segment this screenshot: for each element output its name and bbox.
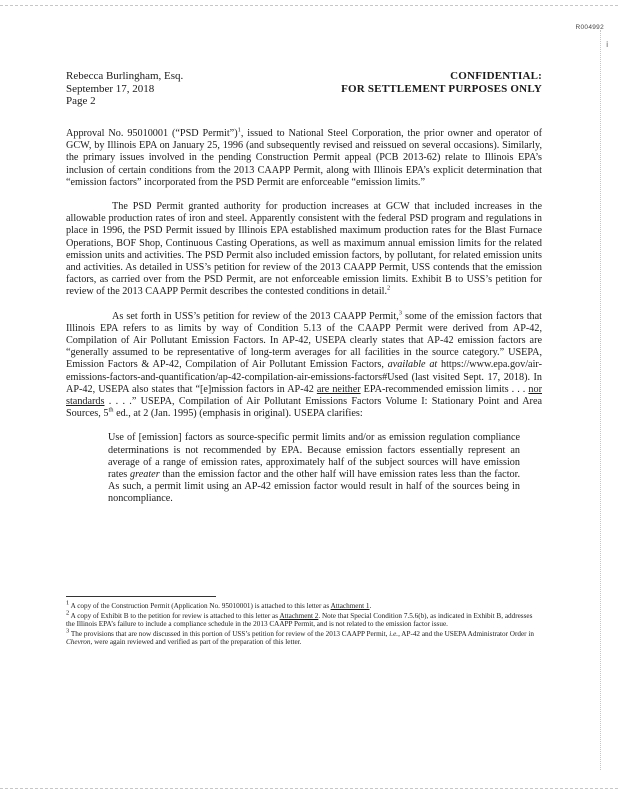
p3-text-a: As set forth in USS’s petition for review of the 2013 CAAPP Permit,: [112, 310, 399, 322]
footnote-1-text-b: .: [369, 602, 372, 610]
quote-text-b: than the emission factor and the other half will have emission rates less than the factor. As such, a permit limit using an AP-42 emission factor would result in half of the sources being in noncompliance.: [108, 469, 520, 505]
p3-emphasis-nor: nor standards: [66, 383, 542, 408]
footnote-3-chevron: Chevron: [66, 638, 91, 647]
footnote-2-number: 2: [66, 609, 70, 617]
margin-mark: i: [606, 40, 608, 49]
paragraph-3: [66, 311, 542, 421]
footnote-separator: [66, 596, 216, 597]
quote-text-a: Use of [emission] factors as source-specific permit limits and/or as emission regulation compliance determinations is not recommended by EPA. Because emission factors essentially represent an average of a range of emission rates, approximately half of the subject sources will have emission rates: [108, 432, 520, 481]
confidential-line-1: CONFIDENTIAL:: [450, 70, 542, 82]
quote-emphasis-greater: greater: [130, 469, 160, 481]
p3-ordinal-th: th: [108, 406, 114, 414]
footnote-3-ie: i.e.: [389, 629, 399, 638]
scan-edge-top: [0, 5, 618, 6]
p3-available-at: available at: [387, 359, 438, 371]
header-left: [66, 70, 183, 108]
attachment-1-reference: Attachment 1: [330, 602, 370, 610]
p3-text-d: EPA-recommended emission limits . . .: [360, 383, 529, 395]
p3-text-b: some of the emission factors that Illinois EPA refers to as limits by way of Condition 5.13 of the CAAPP Permit were derived from AP-42, Compilation of Air Pollutant Emission Factors. In AP-42, USEPA clearly states that AP-42 emission factors are “generally assumed to be representative of long-term averages for all facilities in the source category.” USEPA, Emission Factors & AP-42, Compilation of Air Pollutant Emission Factors,: [66, 310, 542, 371]
footnote-2-text-a: A copy of Exhibit B to the petition for review is attached to this letter as: [69, 611, 280, 620]
confidential-notice: [341, 70, 542, 95]
p3-text-e: . . . .” USEPA, Compilation of Air Pollutant Emissions Factors Volume I: Stationary Point and Area Sources, 5: [66, 396, 542, 420]
attachment-2-reference: Attachment 2: [279, 611, 319, 620]
footnote-ref-3: 3: [398, 309, 402, 317]
recipient-name: Rebecca Burlingham, Esq.: [66, 70, 184, 82]
paragraph-2: [66, 201, 542, 299]
footnote-1-number: 1: [66, 599, 70, 607]
p3-text-f: ed., at 2 (Jan. 1995) (emphasis in original). USEPA clarifies:: [113, 408, 363, 420]
letter-header: [66, 70, 542, 108]
footnote-2: [66, 609, 536, 629]
footnote-3-text-b: , AP-42 and the USEPA Administrator Order in: [398, 629, 534, 638]
footnote-1-text-a: A copy of the Construction Permit (Application No. 95010001) is attached to this letter as: [69, 602, 331, 610]
p1-text-a: Approval No. 95010001 (“PSD Permit”): [66, 128, 238, 139]
letter-date: September 17, 2018: [66, 82, 155, 95]
block-quote: [108, 432, 520, 505]
p3-emphasis-neither: are neither: [316, 383, 361, 395]
footnote-ref-1: 1: [237, 126, 241, 134]
footnote-3-number: 3: [66, 627, 70, 635]
scan-edge-right: [600, 30, 601, 770]
footnote-2-text-b: . Note that Special Condition 7.5.6(b), as indicated in Exhibit B, addresses the Illinois EPA’s failure to include a compliance schedule in the 2013 CAAPP Permit, and is not related to the emission factor issue.: [66, 611, 533, 629]
scan-edge-bottom: [0, 788, 618, 789]
footnote-ref-2: 2: [387, 285, 391, 293]
p2-text: The PSD Permit granted authority for production increases at GCW that included increases in the allowable production rates of iron and steel. Apparently consistent with the federal PSD program and regulations in place in 1996, the PSD Permit issued by Illinois EPA established maximum production rates for the Blast Furnace Operations, BOF Shop, Continuous Casting Operations, as well as maximum annual emission limits for the related emission units and activities. The PSD Permit also included emission factors, by pollutant, for related emission units and activities. As detailed in USS’s petition for review of the 2013 CAAPP Permit, USS contends that the emission factors, as carried over from the PSD Permit, are not enforceable emission limits. Exhibit B to USS’s petition for review of the 2013 CAAPP Permit describes the contested conditions in detail.: [66, 201, 542, 298]
p1-text-b: , issued to National Steel Corporation, the prior owner and operator of GCW, by Illinois EPA on January 25, 1996 (and subsequently revised and reissued on several occasions). Similarly, the primary issues involved in the pending Construction Permit appeal (PCB 2013-62) relate to Illinois EPA’s inclusion of certain conditions from the 2013 CAAPP Permit, along with Illinois EPA’s explicit determination that “emission factors” incorporated from the PSD Permit are enforceable “emission limits.”: [66, 128, 542, 188]
p3-text-c: https://www.epa.gov/air-emissions-factors-and-quantification/ap-42-compilation-air-emissions-factors#Used (last visited Sept. 17, 2018). In AP-42, USEPA also states that “[e]mission factors in AP-42: [66, 359, 542, 395]
footnote-3-text-a: The provisions that are now discussed in this portion of USS’s petition for review of the 2013 CAAPP Permit,: [69, 629, 390, 638]
footnote-3-text-c: , were again reviewed and verified as part of the preparation of this letter.: [90, 638, 302, 647]
footnote-3: [66, 627, 536, 647]
confidential-line-2: FOR SETTLEMENT PURPOSES ONLY: [341, 82, 542, 95]
page-number: Page 2: [66, 95, 96, 108]
letter-body: [66, 128, 542, 506]
footnote-1: [66, 599, 536, 611]
footnotes: [66, 599, 536, 648]
bates-number: R004992: [575, 24, 604, 31]
paragraph-1: [66, 128, 542, 189]
